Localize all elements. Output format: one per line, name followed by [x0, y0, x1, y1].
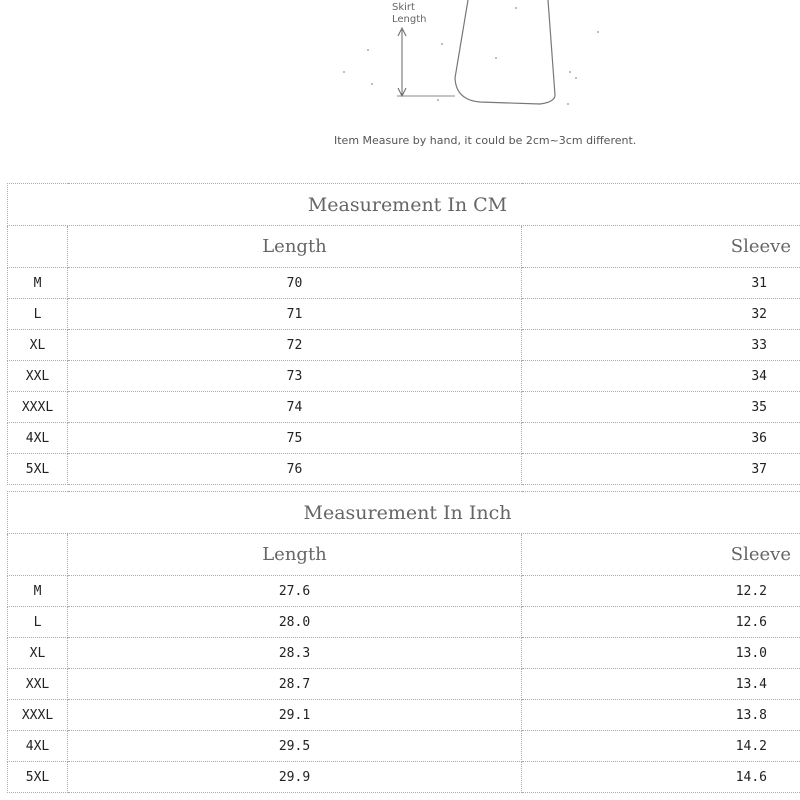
sleeve-cell: 13.8	[522, 700, 800, 731]
measurement-table-inch	[7, 491, 800, 793]
size-cell: L	[8, 607, 68, 638]
header-sleeve: Sleeve	[522, 534, 800, 576]
length-cell: 71	[68, 299, 522, 330]
size-cell: XL	[8, 330, 68, 361]
sleeve-cell: 12.6	[522, 607, 800, 638]
table-row	[8, 423, 800, 454]
length-cell: 28.0	[68, 607, 522, 638]
table-row	[8, 361, 800, 392]
table-row	[8, 762, 800, 793]
table-row	[8, 392, 800, 423]
table-row	[8, 607, 800, 638]
size-cell: 5XL	[8, 762, 68, 793]
table-row	[8, 731, 800, 762]
length-cell: 73	[68, 361, 522, 392]
size-cell: XXL	[8, 669, 68, 700]
size-cell: XL	[8, 638, 68, 669]
header-size-cell	[8, 534, 68, 576]
size-cell: L	[8, 299, 68, 330]
size-cell: XXL	[8, 361, 68, 392]
skirt-outline-drawing	[330, 0, 660, 130]
sleeve-cell: 14.2	[522, 731, 800, 762]
sleeve-cell: 34	[522, 361, 800, 392]
table-row	[8, 576, 800, 607]
header-sleeve: Sleeve	[522, 226, 800, 268]
sleeve-cell: 36	[522, 423, 800, 454]
length-label: Length	[392, 14, 427, 25]
size-cell: 5XL	[8, 454, 68, 485]
length-cell: 27.6	[68, 576, 522, 607]
table-title: Measurement In Inch	[8, 492, 800, 534]
size-cell: M	[8, 268, 68, 299]
sleeve-cell: 12.2	[522, 576, 800, 607]
sleeve-cell: 37	[522, 454, 800, 485]
sleeve-cell: 31	[522, 268, 800, 299]
size-cell: 4XL	[8, 423, 68, 454]
table-row	[8, 330, 800, 361]
sleeve-cell: 13.4	[522, 669, 800, 700]
length-cell: 75	[68, 423, 522, 454]
skirt-outline	[455, 0, 555, 104]
table-row	[8, 299, 800, 330]
length-cell: 29.1	[68, 700, 522, 731]
header-length: Length	[68, 226, 522, 268]
table-row	[8, 268, 800, 299]
measurement-note: Item Measure by hand, it could be 2cm~3cm different.	[334, 134, 637, 147]
length-cell: 29.9	[68, 762, 522, 793]
length-cell: 28.7	[68, 669, 522, 700]
skirt-length-diagram	[330, 0, 660, 130]
table-row	[8, 669, 800, 700]
sleeve-cell: 32	[522, 299, 800, 330]
measurement-table-cm	[7, 183, 800, 485]
length-cell: 72	[68, 330, 522, 361]
sleeve-cell: 33	[522, 330, 800, 361]
background-specks	[343, 7, 599, 105]
size-cell: XXXL	[8, 700, 68, 731]
length-cell: 70	[68, 268, 522, 299]
size-cell: M	[8, 576, 68, 607]
sleeve-cell: 14.6	[522, 762, 800, 793]
skirt-label: Skirt	[392, 2, 415, 13]
header-length: Length	[68, 534, 522, 576]
size-cell: 4XL	[8, 731, 68, 762]
size-cell: XXXL	[8, 392, 68, 423]
table-row	[8, 454, 800, 485]
table-row	[8, 700, 800, 731]
length-cell: 76	[68, 454, 522, 485]
length-cell: 28.3	[68, 638, 522, 669]
sleeve-cell: 35	[522, 392, 800, 423]
table-row	[8, 638, 800, 669]
length-cell: 29.5	[68, 731, 522, 762]
length-cell: 74	[68, 392, 522, 423]
sleeve-cell: 13.0	[522, 638, 800, 669]
table-title: Measurement In CM	[8, 184, 800, 226]
header-size-cell	[8, 226, 68, 268]
